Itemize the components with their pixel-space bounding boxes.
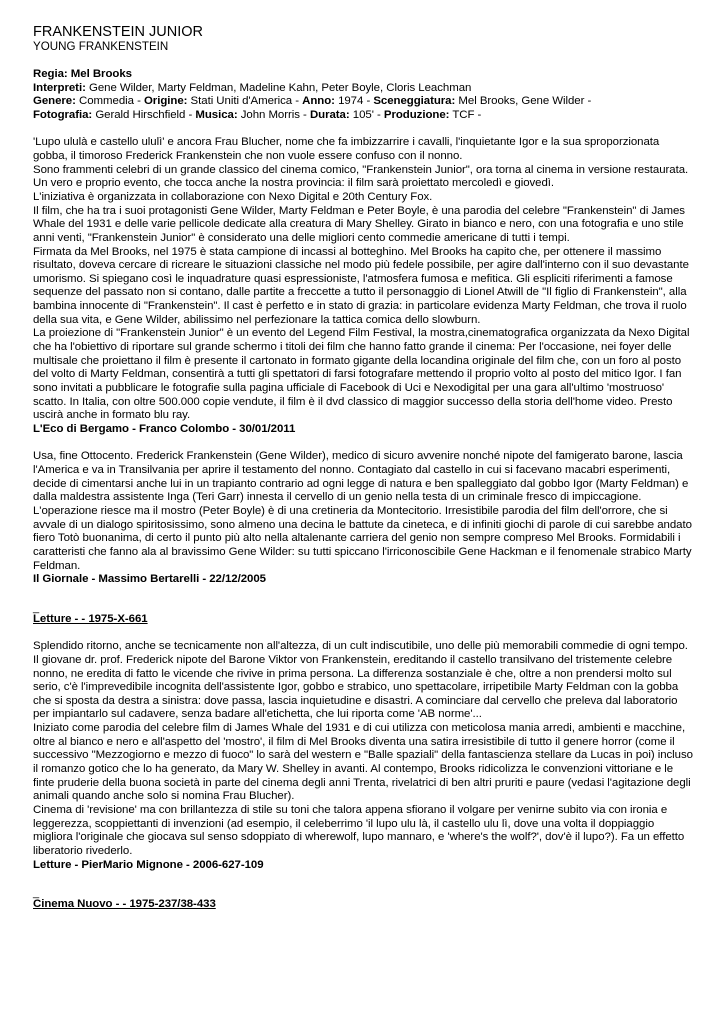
musica-value: John Morris	[240, 108, 300, 121]
review-source: Il Giornale - Massimo Bertarelli - 22/12/2005	[33, 573, 266, 586]
regia-value: Mel Brooks	[70, 68, 132, 80]
review-paragraph: L'iniziativa è organizzata in collaborazione con Nexo Digital e 20th Century Fox.	[33, 190, 433, 203]
produzione-value: TCF	[452, 108, 475, 121]
section-dash: _	[33, 601, 40, 614]
review-paragraph: Firmata da Mel Brooks, nel 1975 è stata campione di incassi al botteghino. Mel Brooks ha capito che, per ottenere il massimo risultato, doveva cercare di ricreare le situazioni classiche nel modo più fedele possibile, per agire dall'interno con il suo devastante umorismo. Si spiegano così le inquadrature quasi espressioniste, l'atmosfera fumosa e mefitica. Gli espliciti riferimenti a famose sequenze del passato non si contano, dalle partite a freccette a tutto il personaggio di Lionel Atwill de "Il figlio di Frankenstein", alla bambina innocente di "Frankenstein". Il cast è perfetto e in stato di grazia: in particolare evidenza Marty Feldman, che trova il ruolo della sua vita, e Gene Wilder, abilissimo nel perfezionare la tattica comica dello slowburn.	[33, 245, 689, 326]
fotografia-value: Gerald Hirschfield	[95, 108, 186, 121]
origine-label: Origine:	[143, 95, 188, 108]
review-paragraph: Il film, che ha tra i suoi protagonisti Gene Wilder, Marty Feldman e Peter Boyle, è una parodia del celebre "Frankenstein" di James Whale del 1931 e delle varie pellicole dedicate alla creatura di Mary Shelley. Girato in bianco e nero, con una fotografia e uno stile anni venti, "Frankenstein Junior" è considerato una delle migliori cento commedie americane di tutti i tempi.	[33, 204, 685, 244]
film-title: FRANKENSTEIN JUNIOR	[33, 24, 203, 40]
review-paragraph: Usa, fine Ottocento. Frederick Frankenstein (Gene Wilder), medico di sicuro avvenire nonché nipote del famigerato barone, lascia l'America e va in Transilvania per aprire il testamento del nonno. Contagiato dal castello in cui si facevano macabri esperimenti, decide di cimentarsi anche lui in un trapianto contrario ad ogni legge di natura e ben spalleggiato dal gobbo Igor (Marty Feldman) e dalla maldestra assistente Inga (Teri Garr) innesta il cervello di un genio nella testa di un criminale fresco di impiccagione. L'operazione riesce ma il mostro (Peter Boyle) è di una cretineria da Montecitorio. Irresistibile parodia del film dell'orrore, che si avvale di un dialogo spiritosissimo, sono almeno una decina le battute da cineteca, e di infiniti giochi di parole di cui sarebbe andato fiero Totò buonanima, di certo il punto più alto nella altalenante carriera del genio non sempre compreso Mel Brooks. Formidabili i caratteristi che fanno ala al bravissimo Gene Wilder: su tutti spiccano l'irriconoscibile Gene Hackman e il fenomenale strabico Marty Feldman.	[33, 450, 692, 572]
produzione-label: Produzione:	[383, 108, 450, 121]
review-paragraph: La proiezione di "Frankenstein Junior" è un evento del Legend Film Festival, la mostra,cinematografica organizzata da Nexo Digital che ha l'obiettivo di riportare sul grande schermo i titoli dei film che hanno fatto grande il cinema: Per l'occasione, nei foyer delle multisale che proiettano il film è presente il cartonato in formato gigante della locandina originale del film che, con un foro al posto del volto di Marty Feldman, consentirà a tutti gli spettatori di farsi fotografare mettendo il proprio volto al posto del mitico Igor. I fan sono invitati a pubblicare le fotografie sulla pagina ufficiale di Facebook di Uci e Nexodigital per una gara all'ultimo 'mostruoso' scatto. In Italia, con oltre 500.000 copie vendute, il film è il dvd classico di maggior successo della storia dell'home video. Presto uscirà anche in formato blu ray.	[33, 327, 690, 422]
durata-label: Durata:	[309, 108, 350, 121]
info-line-regia	[33, 68, 693, 82]
sceneggiatura-value: Mel Brooks, Gene Wilder	[458, 95, 585, 108]
anno-label: Anno:	[302, 95, 335, 108]
interpreti-label: Interpreti:	[33, 81, 86, 94]
origine-value: Stati Uniti d'America	[190, 95, 293, 108]
review-paragraph: Sono frammenti celebri di un grande classico del cinema comico, "Frankenstein Junior", ora torna al cinema in versione restaurata. Un vero e proprio evento, che tocca anche la nostra provincia: il film sarà proiettato mercoledì e giovedì.	[33, 163, 689, 190]
durata-value: 105'	[352, 108, 374, 121]
genere-value: Commedia	[79, 95, 134, 108]
review-source: Letture - PierMario Mignone - 2006-627-109	[33, 858, 264, 871]
musica-label: Musica:	[195, 108, 238, 121]
review-letture	[33, 601, 693, 872]
info-line-genere: Genere: Commedia - Origine: Stati Uniti d'America - Anno: 1974 - Sceneggiatura: Mel Brooks, Gene Wilder - Fotografia: Gerald Hirschfield - Musica: John Morris - Durata: 105' - Produzione: TCF -	[33, 95, 592, 121]
document-page	[33, 24, 693, 912]
review-eco-di-bergamo	[33, 136, 693, 436]
review-paragraph: Splendido ritorno, anche se tecnicamente non all'altezza, di un cult indiscutibile, uno delle più memorabili commedie di ogni tempo. Il giovane dr. prof. Frederick nipote del Barone Viktor von Frankenstein, ereditando il castello transilvano del tristemente celebre nonno, ne eredita di fatto le vicende che rivive in prima persona. La differenza sostanziale è che, oltre a non prendersi molto sul serio, c'è l'imprevedibile incognita dell'assistente Igor, gobbo e strabico, uno spettacolare, irripetibile Marty Feldman con la gobba che si sposta da destra a sinistra: dove passa, lascia inquietudine e disastri. A cominciare dal cervello che preleva dal laboratorio per impiantarlo sul cadavere, senza badare all'etichetta, che lui riporta come 'AB norme'...	[33, 640, 688, 721]
review-paragraph: Cinema di 'revisione' ma con brillantezza di stile su toni che talora appena sfiorano il volgare per venirne subito via con ironia e leggerezza, scoppiettanti di invenzioni (ad esempio, il celeberrimo 'il lupo ulu là, il castello ulu lì, dove una volta il doppiaggio migliora l'originale che giocava sul senso sdoppiato di wherewolf, lupo mannaro, e 'where's the wolf?', dov'è il lupo?). Fa un effetto liberatorio rivederlo.	[33, 804, 685, 858]
review-il-giornale	[33, 450, 693, 587]
regia-label: Regia:	[33, 68, 68, 80]
sceneggiatura-label: Sceneggiatura:	[373, 95, 456, 108]
film-original-title: YOUNG FRANKENSTEIN	[33, 40, 169, 53]
film-info	[33, 68, 693, 912]
genere-label: Genere:	[33, 95, 76, 108]
anno-value: 1974	[338, 95, 364, 108]
review-paragraph: 'Lupo ululà e castello ululì' e ancora Frau Blucher, nome che fa imbizzarrire i cavalli, l'inquietante Igor e la sua sproporzionata gobba, il timoroso Frederick Frankenstein che non vuole essere confuso con il nonno.	[33, 136, 660, 162]
review-source: L'Eco di Bergamo - Franco Colombo - 30/01/2011	[33, 423, 296, 436]
review-cinema-nuovo	[33, 889, 693, 912]
review-paragraph: Iniziato come parodia del celebre film di James Whale del 1931 e di cui utilizza con meticolosa mania arredi, ambienti e macchine, oltre al bianco e nero e all'aspetto del 'mostro', il film di Mel Brooks diventa una satira irresistibile di tutto il genere horror (come il successivo "Mezzogiorno e mezzo di fuoco" lo sarà del western e "Balle spaziali" della fantascienza stellare da Lucas in poi) incluso il romanzo gotico che lo ha generato, da Mary W. Shelley in avanti. Al contempo, Brooks ridicolizza le convenzioni vittoriane e le finte pruderie della buona società in parte del cinema degli anni Trenta, rivelatrici di ben altri pruriti e paure (vedasi l'agitazione degli animali quando anche solo si nomina Frau Blucher).	[33, 722, 693, 803]
section-heading-cinema-nuovo: Cinema Nuovo - - 1975-237/38-433	[33, 898, 216, 911]
interpreti-value: Gene Wilder, Marty Feldman, Madeline Kahn, Peter Boyle, Cloris Leachman	[88, 81, 472, 94]
info-line-interpreti	[33, 82, 693, 96]
section-heading-letture: Letture - - 1975-X-661	[33, 612, 148, 625]
section-dash: _	[33, 887, 40, 900]
fotografia-label: Fotografia:	[33, 108, 93, 121]
